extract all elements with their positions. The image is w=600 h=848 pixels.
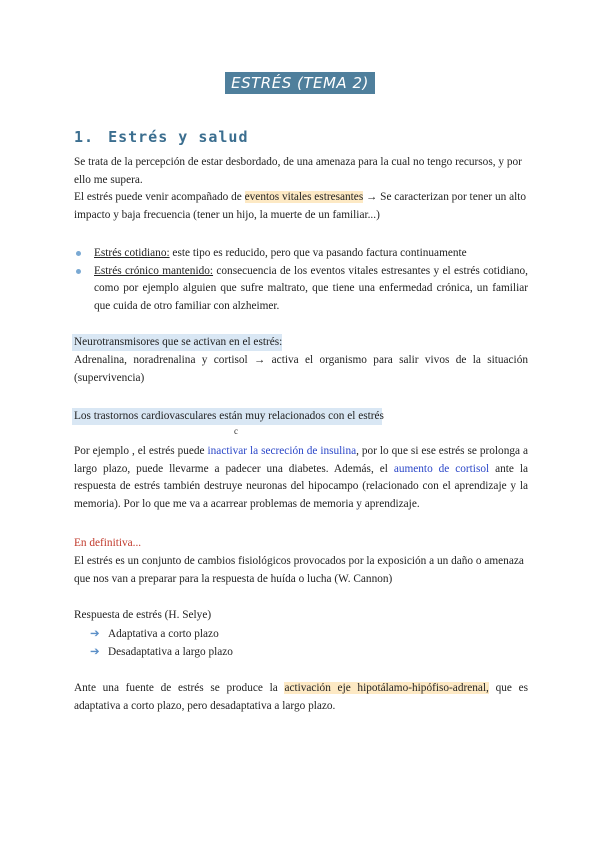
bullet-icon xyxy=(76,251,81,256)
neuro-heading: Neurotransmisores que se activan en el estrés: xyxy=(74,336,283,348)
section-number: 1. xyxy=(74,128,95,146)
page-title: ESTRÉS (TEMA 2) xyxy=(225,72,375,94)
paragraph-example: Por ejemplo , el estrés puede inactivar la secreción de insulina, por lo que si ese estrés se prolonga a largo plazo, puede llevarme a padecer una diabetes. Además, el aumento de cortisol ante la respuesta de estrés también destruye neuronas del hipocampo (relacionado con el aprendizaje y la memoria). Por lo que me va a acarrear problemas de memoria y aprendizaje. xyxy=(74,445,528,510)
definitiva-text: El estrés es un conjunto de cambios fisiológicos provocados por la exposición a un daño o amenaza que nos van a preparar para la respuesta de huída o lucha (W. Cannon) xyxy=(74,555,524,585)
definitiva-label: En definitiva... xyxy=(74,537,142,549)
paragraph-definition: Se trata de la percepción de estar desbordado, de una amenaza para la cual no tengo recursos, y por ello me supera. xyxy=(74,156,522,186)
highlight-eje: activación eje hipotálamo-hipófiso-adrenal, xyxy=(284,682,489,694)
arrow-right-icon: ➔ xyxy=(90,646,100,658)
stress-types-list xyxy=(74,245,528,315)
list-item: ➔ Adaptativa a corto plazo xyxy=(90,625,233,643)
respuesta-heading: Respuesta de estrés (H. Selye) xyxy=(74,609,212,621)
list-item: Estrés cotidiano: este tipo es reducido, pero que va pasando factura continuamente xyxy=(74,245,528,263)
bullet-icon xyxy=(76,269,81,274)
list-item: Estrés crónico mantenido: consecuencia de los eventos vitales estresantes y el estrés cotidiano, como por ejemplo alguien que sufre maltrato, que tiene una enfermedad crónica, un familiar que cuida de otro familiar con alzheimer. xyxy=(74,263,528,316)
link-cortisol: aumento de cortisol xyxy=(393,462,490,475)
link-insulina: inactivar la secreción de insulina xyxy=(207,445,357,457)
section-title: Estrés y salud xyxy=(108,128,249,146)
arrow-right-icon: ➔ xyxy=(90,628,100,640)
section-heading xyxy=(74,128,249,146)
respuesta-list xyxy=(90,625,233,661)
highlight-eventos: eventos vitales estresantes xyxy=(244,191,364,203)
cardio-heading: Los trastornos cardiovasculares están muy relacionados con el estrés xyxy=(74,410,384,422)
paragraph-eje: Ante una fuente de estrés se produce la activación eje hipotálamo-hipófiso-adrenal, que es adaptativa a corto plazo, pero desadaptativa a largo plazo. xyxy=(74,682,528,712)
list-item: ➔ Desadaptativa a largo plazo xyxy=(90,643,233,661)
stray-mark: c xyxy=(234,426,238,436)
paragraph-eventos: El estrés puede venir acompañado de eventos vitales estresantes → Se caracterizan por tener un alto impacto y baja frecuencia (tener un hijo, la muerte de un familiar...) xyxy=(74,191,527,221)
neuro-text: Adrenalina, noradrenalina y cortisol → activa el organismo para salir vivos de la situación (supervivencia) xyxy=(74,354,528,384)
